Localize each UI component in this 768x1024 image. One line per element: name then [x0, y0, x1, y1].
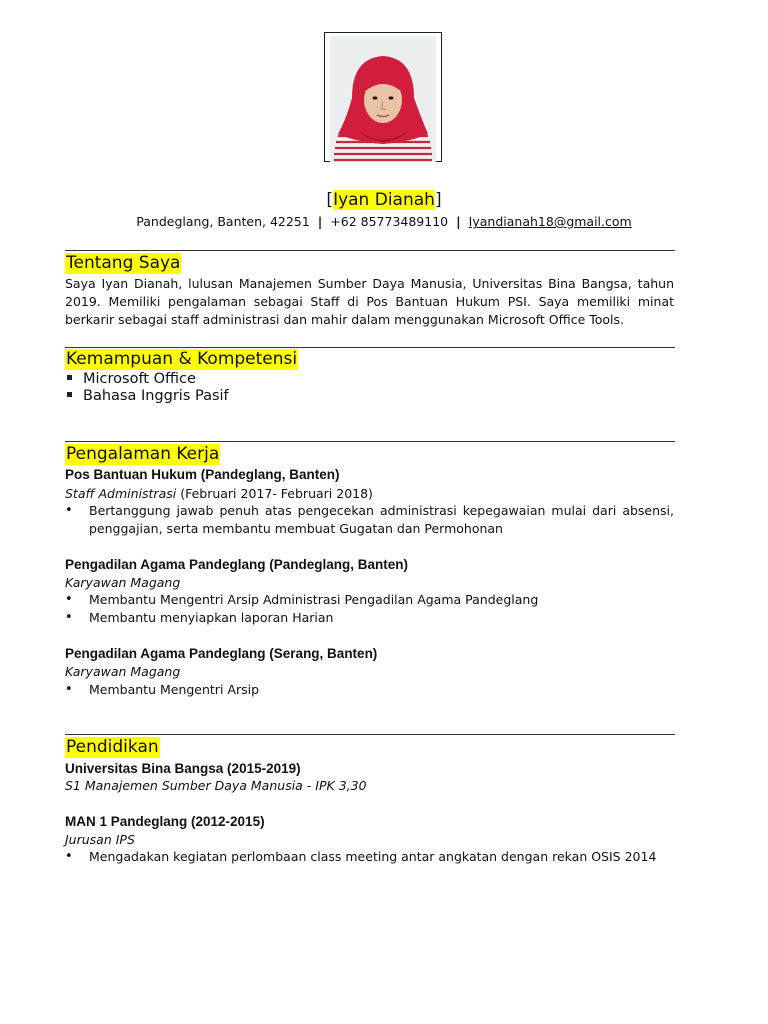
section-divider	[65, 734, 675, 735]
skill-item	[65, 388, 229, 405]
job-bullet	[65, 609, 674, 627]
job-org: Pengadilan Agama Pandeglang (Serang, Banten)	[65, 646, 378, 661]
bullet-dot-icon: •	[65, 610, 73, 625]
full-name: Iyan Dianah	[333, 190, 435, 210]
school-bullet-text: Mengadakan kegiatan perlombaan class meeting antar angkatan dengan rekan OSIS 2014	[89, 849, 657, 864]
job-org: Pengadilan Agama Pandeglang (Pandeglang, Banten)	[65, 557, 409, 572]
job-bullet-text: Membantu Mengentri Arsip	[89, 682, 260, 697]
section-divider	[65, 250, 675, 251]
skill-item	[65, 371, 196, 388]
profile-photo-frame	[324, 32, 442, 162]
contact-separator: |	[317, 214, 323, 229]
school-detail-line	[65, 831, 135, 848]
skill-label: Microsoft Office	[83, 371, 196, 387]
school-name: Universitas Bina Bangsa (2015-2019)	[65, 761, 301, 776]
job-role: Karyawan Magang	[65, 664, 181, 679]
bullet-dot-icon: •	[65, 849, 73, 864]
section-divider	[65, 441, 675, 442]
job-role: Staff Administrasi	[65, 486, 177, 501]
bullet-dot-icon: •	[65, 682, 73, 697]
job-role-line	[65, 663, 180, 680]
school-detail-line	[65, 777, 367, 794]
school-name: MAN 1 Pandeglang (2012-2015)	[65, 814, 265, 829]
job-bullet	[65, 591, 674, 609]
contact-separator: |	[456, 214, 461, 229]
email-link[interactable]: Iyandianah18@gmail.com	[468, 214, 632, 229]
school-detail: Jurusan IPS	[65, 832, 135, 847]
name-heading	[0, 190, 768, 210]
school-bullet	[65, 848, 674, 866]
profile-photo	[330, 36, 436, 162]
square-bullet-icon	[67, 392, 72, 397]
phone: +62 85773489110	[330, 214, 449, 229]
name-bracket-close: ]	[434, 190, 442, 210]
job-bullet-text: Membantu menyiapkan laporan Harian	[89, 610, 334, 625]
section-title-education: Pendidikan	[66, 737, 159, 757]
address: Pandeglang, Banten, 42251	[136, 214, 310, 229]
job-bullet	[65, 502, 674, 538]
job-role: Karyawan Magang	[65, 575, 181, 590]
name-bracket-open: [	[326, 190, 334, 210]
job-bullet-text: Membantu Mengentri Arsip Administrasi Pengadilan Agama Pandeglang	[89, 592, 539, 607]
section-title-experience: Pengalaman Kerja	[66, 444, 220, 464]
square-bullet-icon	[67, 375, 72, 380]
job-role-line	[65, 574, 180, 591]
job-org: Pos Bantuan Hukum (Pandeglang, Banten)	[65, 467, 340, 482]
school-detail: S1 Manajemen Sumber Daya Manusia - IPK 3,30	[65, 778, 367, 793]
section-title-skills: Kemampuan & Kompetensi	[66, 349, 298, 369]
section-divider	[65, 347, 675, 348]
job-bullet	[65, 681, 674, 699]
contact-line	[0, 214, 768, 229]
job-period: (Februari 2017- Februari 2018)	[176, 486, 373, 501]
bullet-dot-icon: •	[65, 503, 73, 518]
job-bullet-text: Bertanggung jawab penuh atas pengecekan administrasi kepegawaian mulai dari absensi, penggajian, serta membantu membuat Gugatan dan Permohonan	[89, 503, 674, 536]
section-title-about: Tentang Saya	[66, 253, 181, 273]
skill-label: Bahasa Inggris Pasif	[83, 388, 229, 404]
job-role-line	[65, 485, 373, 502]
bullet-dot-icon: •	[65, 592, 73, 607]
about-text: Saya Iyan Dianah, lulusan Manajemen Sumber Daya Manusia, Universitas Bina Bangsa, tahun 2019. Memiliki pengalaman sebagai Staff di Pos Bantuan Hukum PSI. Saya memiliki minat berkarir sebagai staff administrasi dan mahir dalam menggunakan Microsoft Office Tools.	[65, 276, 674, 327]
